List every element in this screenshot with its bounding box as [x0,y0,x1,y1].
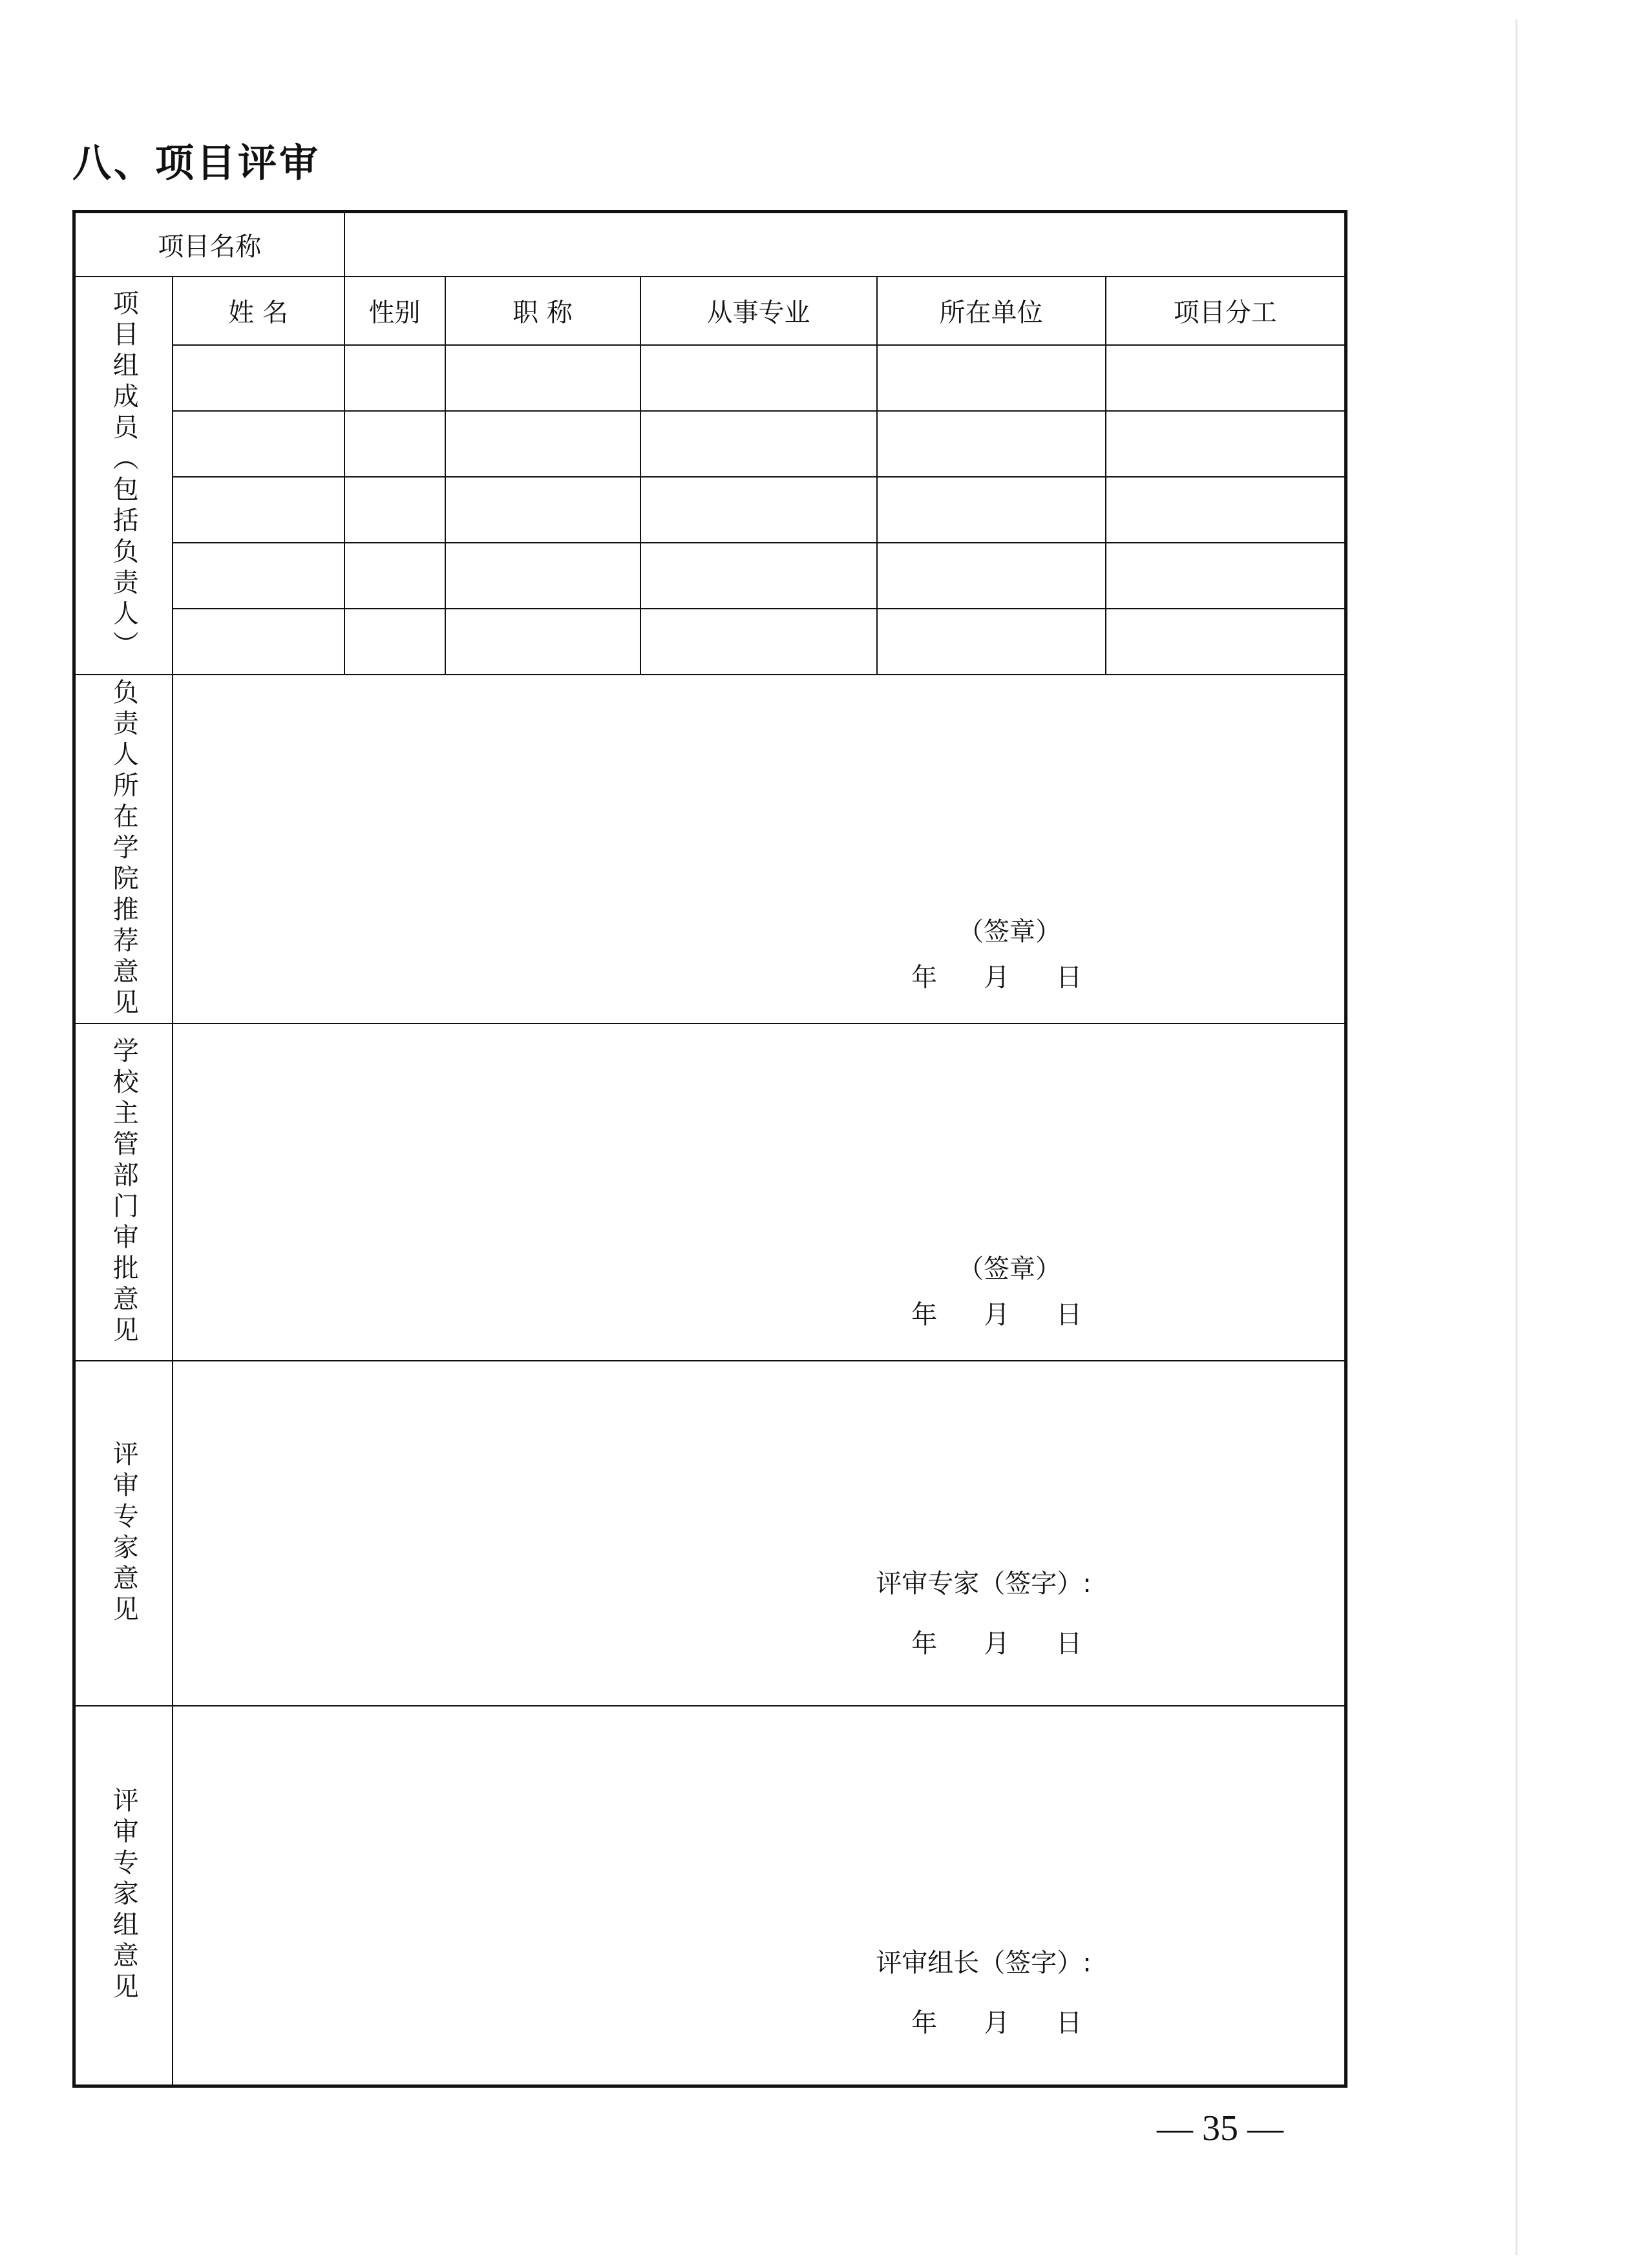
project-name-row [74,212,1346,277]
team-col-header-gender: 性别 [344,277,445,345]
expert-opinion-side-cell [74,1361,173,1706]
team-cell-title[interactable] [445,345,640,411]
team-side-label: 项目组成员（包括负责人） [109,289,139,662]
team-cell-unit[interactable] [877,477,1106,543]
team-cell-major[interactable] [640,543,877,609]
group-date-line [862,2002,1105,2039]
college-seal-label: （签章） [958,916,1062,947]
team-col-header-unit: 所在单位 [877,277,1106,345]
team-col-header-role: 项目分工 [1106,277,1346,345]
expert-year-label: 年 [911,1628,938,1659]
school-opinion-label: 学校主管部门审批意见 [109,1036,139,1347]
college-date-line [862,957,1105,994]
team-col-header-name: 姓 名 [173,277,344,345]
team-cell-unit[interactable] [877,411,1106,477]
expert-signature-label: 评审专家（签字）: [876,1568,1092,1599]
team-row [74,345,1346,411]
team-cell-title[interactable] [445,609,640,675]
college-month-label: 月 [984,962,1010,992]
team-cell-name[interactable] [173,345,344,411]
expert-group-opinion-label: 评审专家组意见 [109,1787,139,2004]
school-month-label: 月 [984,1299,1010,1330]
expert-month-label: 月 [984,1628,1010,1659]
expert-opinion-row [74,1361,1346,1706]
school-year-label: 年 [911,1299,938,1330]
school-date-line [862,1294,1105,1331]
group-year-label: 年 [911,2008,938,2038]
team-cell-role[interactable] [1106,345,1346,411]
college-opinion-label: 负责人所在学院推荐意见 [109,678,139,1020]
team-cell-role[interactable] [1106,411,1346,477]
project-review-form [72,210,1347,2088]
page-number: — 35 — [1157,2108,1284,2148]
team-cell-gender[interactable] [344,609,445,675]
college-seal-block [862,911,1105,994]
team-cell-role[interactable] [1106,477,1346,543]
group-leader-signature-label: 评审组长（签字）: [876,1948,1092,1978]
team-cell-unit[interactable] [877,345,1106,411]
team-row [74,477,1346,543]
team-cell-unit[interactable] [877,609,1106,675]
team-side-label-cell [74,277,173,675]
college-opinion-side-cell [74,675,173,1024]
group-leader-signature-block [862,1942,1105,2039]
team-row [74,543,1346,609]
expert-opinion-field[interactable] [173,1361,1346,1706]
page-edge-shadow [1516,19,1517,2255]
school-opinion-field[interactable] [173,1024,1346,1361]
college-opinion-row [74,675,1346,1024]
team-cell-major[interactable] [640,411,877,477]
school-day-label: 日 [1056,1299,1083,1330]
team-cell-name[interactable] [173,411,344,477]
expert-date-line [862,1623,1105,1660]
college-day-label: 日 [1056,962,1083,992]
team-cell-gender[interactable] [344,411,445,477]
project-name-label: 项目名称 [74,212,344,277]
team-cell-major[interactable] [640,477,877,543]
expert-group-opinion-side-cell [74,1706,173,2086]
team-row [74,609,1346,675]
team-cell-role[interactable] [1106,543,1346,609]
team-cell-title[interactable] [445,543,640,609]
project-name-field[interactable] [344,212,1346,277]
team-cell-title[interactable] [445,477,640,543]
team-cell-major[interactable] [640,609,877,675]
group-day-label: 日 [1056,2008,1083,2038]
team-col-header-major: 从事专业 [640,277,877,345]
expert-day-label: 日 [1056,1628,1083,1659]
team-cell-name[interactable] [173,477,344,543]
team-cell-major[interactable] [640,345,877,411]
expert-signature-block [862,1563,1105,1660]
team-cell-gender[interactable] [344,477,445,543]
team-cell-gender[interactable] [344,543,445,609]
school-seal-block [862,1248,1105,1331]
team-cell-name[interactable] [173,543,344,609]
team-header-row [74,277,1346,345]
team-cell-unit[interactable] [877,543,1106,609]
expert-opinion-label: 评审专家意见 [109,1440,139,1626]
school-opinion-side-cell [74,1024,173,1361]
college-opinion-field[interactable] [173,675,1346,1024]
team-cell-role[interactable] [1106,609,1346,675]
school-opinion-row [74,1024,1346,1361]
expert-group-opinion-field[interactable] [173,1706,1346,2086]
team-col-header-title: 职 称 [445,277,640,345]
group-month-label: 月 [984,2008,1010,2038]
college-year-label: 年 [911,962,938,992]
team-row [74,411,1346,477]
team-cell-gender[interactable] [344,345,445,411]
expert-group-opinion-row [74,1706,1346,2086]
team-cell-name[interactable] [173,609,344,675]
team-cell-title[interactable] [445,411,640,477]
school-seal-label: （签章） [958,1254,1062,1284]
section-title: 八、项目评审 [72,141,321,186]
